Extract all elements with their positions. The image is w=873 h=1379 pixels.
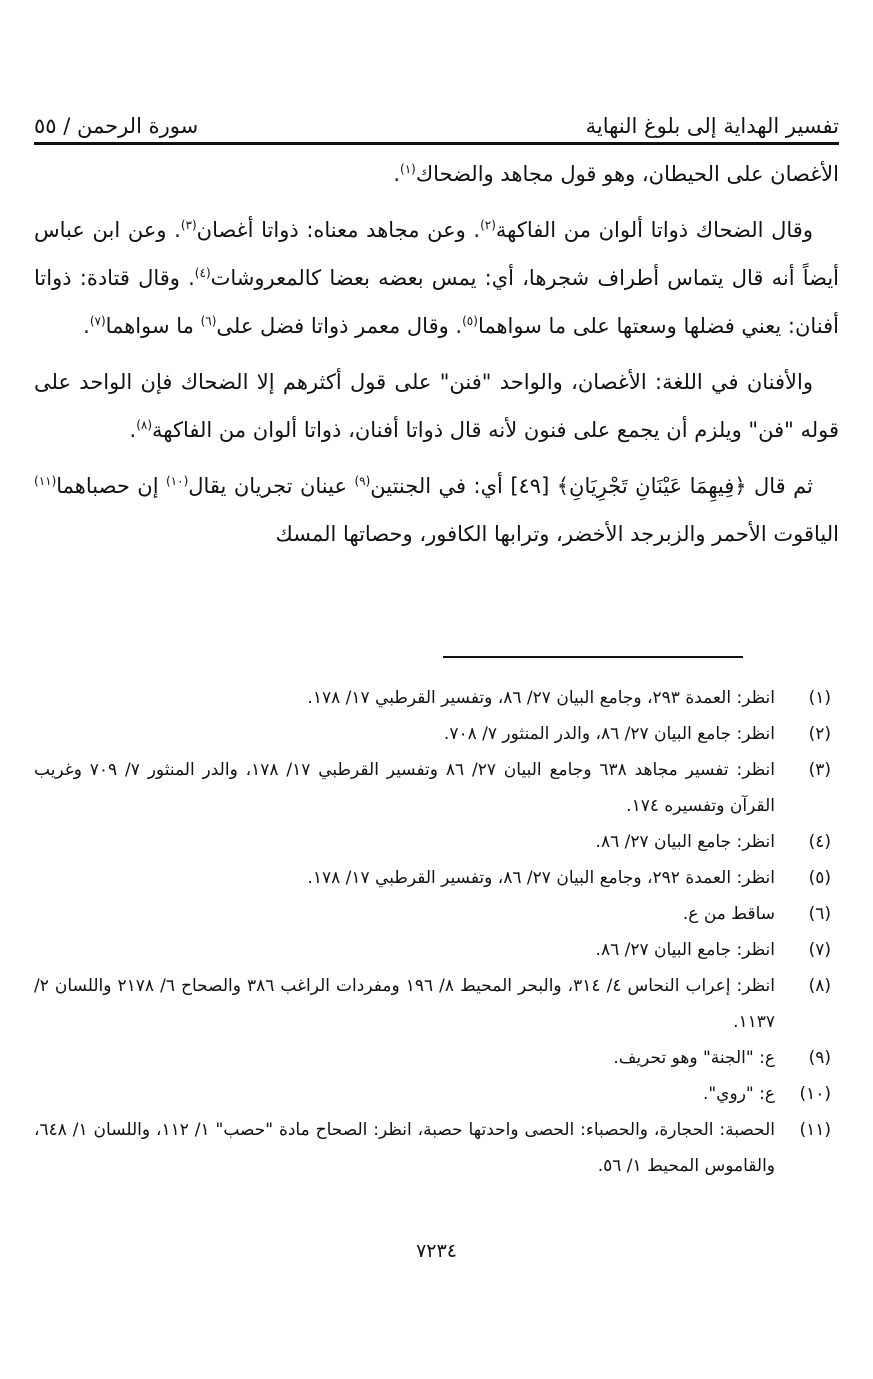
footnote-item: (٤) انظر: جامع البيان ٢٧/ ٨٦. bbox=[595, 832, 831, 852]
footnote-item: (٨) انظر: إعراب النحاس ٤/ ٣١٤، والبحر المحيط ٨/ ١٩٦ ومفردات الراغب ٣٨٦ والصحاح ٦/ ٢١٧٨ واللسان ٢/ ١١٣٧. bbox=[34, 976, 831, 1032]
verse-number: [٤٩] bbox=[502, 474, 557, 498]
footnotes bbox=[34, 680, 839, 1184]
footnote-ref-7[interactable]: (٧) bbox=[89, 314, 106, 328]
footnote-item: (٣) انظر: تفسير مجاهد ٦٣٨ وجامع البيان ٢٧/ ٨٦ وتفسير القرطبي ١٧/ ١٧٨، والدر المنثور ٧/ ٧٠٩ وغريب القرآن وتفسيره ١٧٤. bbox=[34, 760, 831, 816]
footnote-item: (٦) ساقط من ع. bbox=[682, 904, 831, 924]
footnote-item: (٢) انظر: جامع البيان ٢٧/ ٨٦، والدر المنثور ٧/ ٧٠٨. bbox=[443, 724, 831, 744]
footnote-ref-5[interactable]: (٥) bbox=[462, 314, 478, 328]
book-title: تفسير الهداية إلى بلوغ النهاية bbox=[585, 114, 839, 138]
footnote-item: (١) انظر: العمدة ٢٩٣، وجامع البيان ٢٧/ ٨٦، وتفسير القرطبي ١٧/ ١٧٨. bbox=[307, 688, 831, 708]
footnote-separator bbox=[443, 656, 743, 658]
surah-page-label: سورة الرحمن / ٥٥ bbox=[34, 114, 199, 138]
main-text bbox=[34, 150, 839, 558]
footnote-ref-4[interactable]: (٤) bbox=[194, 266, 211, 280]
footnote-ref-2[interactable]: (٢) bbox=[480, 218, 496, 232]
paragraph-2: وقال الضحاك ذواتا ألوان من الفاكهة$^{(٢)}$. وعن مجاهد معناه: ذواتا أغصان$^{(٣)}$. وعن ابن عباس أيضاً أنه قال يتماس أطراف شجرها، أي: يمس بعضه بعضا كالمعروشات$^{(٤)}$. وقال قتادة: ذواتا أفنان: يعني فضلها وسعتها على ما سواهما$^{(٥)}$. وقال معمر ذواتا فضل على$^{(٦)}$ ما سواهما$^{(٧)}$. bbox=[34, 218, 840, 338]
footnote-item: (٩) ع: "الجنة" وهو تحريف. bbox=[613, 1048, 831, 1068]
footnote-ref-3[interactable]: (٣) bbox=[180, 218, 197, 232]
footnote-item: (١١) الحصبة: الحجارة، والحصباء: الحصى واحدتها حصبة، انظر: الصحاح مادة "حصب" ١/ ١١٢، واللسان ١/ ٦٤٨، والقاموس المحيط ١/ ٥٦. bbox=[34, 1120, 831, 1176]
paragraph-4: ثم قال ﴿فِيهِمَا عَيْنَانِ تَجْرِيَانِ﴾ [٤٩] أي: في الجنتين$^{(٩)}$ عينان تجريان يقال$^{(١٠)}$ إن حصباهما$^{(١١)}$ الياقوت الأحمر والزبرجد الأخضر، وترابها الكافور، وحصاتها المسك bbox=[34, 474, 839, 546]
footnote-item: (٥) انظر: العمدة ٢٩٢، وجامع البيان ٢٧/ ٨٦، وتفسير القرطبي ١٧/ ١٧٨. bbox=[307, 868, 831, 888]
paragraph-1: الأغصان على الحيطان، وهو قول مجاهد والضحاك$^{(١)}$. bbox=[393, 162, 839, 186]
footnote-ref-9[interactable]: (٩) bbox=[354, 474, 371, 488]
header-rule bbox=[34, 142, 839, 145]
quran-verse: ﴿فِيهِمَا عَيْنَانِ تَجْرِيَانِ﴾ bbox=[556, 474, 747, 498]
footnote-ref-10[interactable]: (١٠) bbox=[165, 474, 189, 488]
running-header bbox=[34, 94, 839, 138]
footnote-ref-8[interactable]: (٨) bbox=[136, 418, 153, 432]
footnote-item: (١٠) ع: "روي". bbox=[702, 1084, 831, 1104]
footnote-ref-6[interactable]: (٦) bbox=[200, 314, 217, 328]
page-number: ٧٢٣٤ bbox=[416, 1240, 457, 1262]
paragraph-3: والأفنان في اللغة: الأغصان، والواحد "فنن" على قول أكثرهم إلا الضحاك فإن الواحد على قوله "فن" ويلزم أن يجمع على فنون لأنه قال ذواتا أفنان، ذواتا ألوان من الفاكهة$^{(٨)}$. bbox=[34, 370, 839, 442]
footnote-ref-1[interactable]: (١) bbox=[400, 162, 416, 176]
footnote-item: (٧) انظر: جامع البيان ٢٧/ ٨٦. bbox=[595, 940, 831, 960]
footnote-ref-11[interactable]: (١١) bbox=[34, 474, 57, 488]
